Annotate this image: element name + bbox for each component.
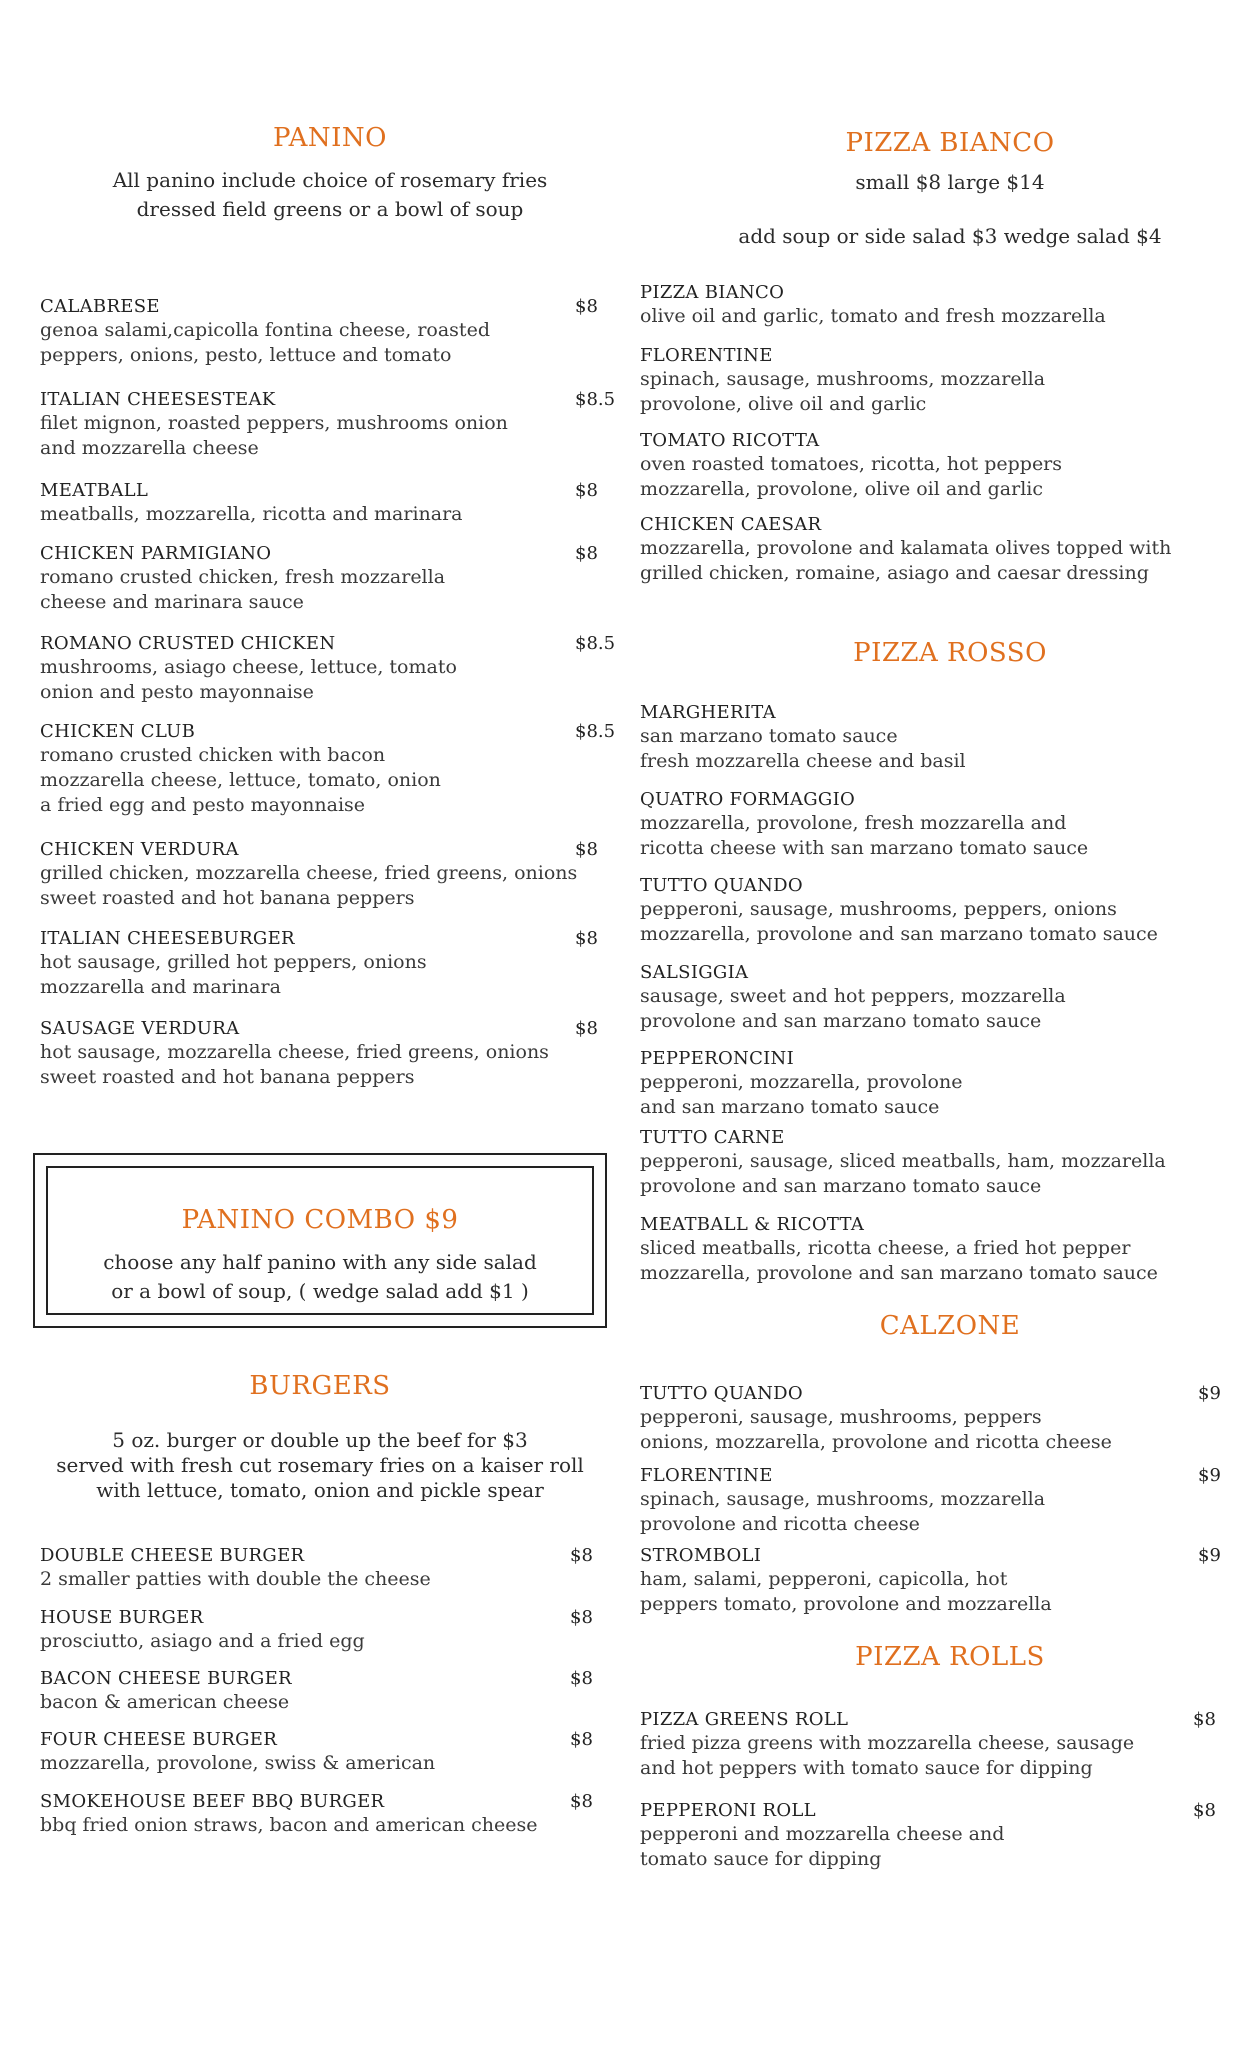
pizza-bianco-title: PIZZA BIANCO (845, 128, 1055, 158)
menu-item-description: mozzarella cheese, lettuce, tomato, onion (40, 769, 441, 791)
menu-item-name: BACON CHEESE BURGER (40, 1668, 292, 1689)
menu-item-description: 2 smaller patties with double the cheese (40, 1568, 431, 1590)
menu-item-description: mozzarella, provolone, swiss & american (40, 1752, 436, 1774)
menu-item (40, 928, 427, 1000)
menu-item-name: CHICKEN CAESAR (640, 514, 822, 535)
menu-item-price: $9 (1198, 1465, 1221, 1486)
menu-item-price: $8.5 (575, 721, 616, 742)
menu-item-price: $8.5 (575, 633, 616, 654)
burgers-title: BURGERS (249, 1371, 391, 1401)
burgers-intro-line-1: 5 oz. burger or double up the beef for $3 (112, 1428, 528, 1452)
menu-item-description: mozzarella, provolone and kalamata olives topped with (640, 537, 1172, 559)
menu-item (40, 1791, 538, 1838)
menu-item-price: $8 (570, 1668, 593, 1689)
menu-item-price: $8 (1193, 1709, 1216, 1730)
burgers-intro-line-3: with lettuce, tomato, onion and pickle spear (96, 1478, 544, 1502)
menu-item-name: PEPPERONCINI (640, 1048, 795, 1069)
menu-item (640, 282, 1106, 329)
menu-item-description: hot sausage, grilled hot peppers, onions (40, 951, 427, 973)
menu-item (40, 543, 445, 615)
menu-item (640, 1800, 1004, 1872)
menu-item (640, 702, 966, 774)
menu-item (40, 296, 490, 368)
combo-text (48, 1248, 592, 1306)
pizza-bianco-sizes: small $8 large $14 (855, 170, 1045, 194)
menu-item-name: ITALIAN CHEESEBURGER (40, 928, 295, 949)
menu-item-price: $8 (575, 480, 598, 501)
menu-item-name: MARGHERITA (640, 702, 776, 723)
menu-item-description: oven roasted tomatoes, ricotta, hot peppers (640, 453, 1063, 475)
menu-item-name: ROMANO CRUSTED CHICKEN (40, 633, 336, 654)
menu-item-name: CHICKEN VERDURA (40, 839, 239, 860)
menu-item-price: $8 (575, 839, 598, 860)
menu-item (640, 514, 1171, 586)
menu-item-price: $9 (1198, 1383, 1221, 1404)
menu-item-name: ITALIAN CHEESESTEAK (40, 389, 276, 410)
menu-item-description: mozzarella, provolone and san marzano tomato sauce (640, 923, 1158, 945)
menu-item-name: PIZZA GREENS ROLL (640, 1709, 849, 1730)
menu-item (640, 1383, 1112, 1455)
burgers-intro-line-2: served with fresh cut rosemary fries on a kaiser roll (56, 1453, 584, 1477)
menu-item (640, 430, 1062, 502)
menu-item-price: $8.5 (575, 389, 616, 410)
menu-item-price: $8 (570, 1791, 593, 1812)
menu-item-description: romano crusted chicken, fresh mozzarella (40, 566, 446, 588)
menu-item-description: pepperoni, sausage, mushrooms, peppers, onions (640, 898, 1117, 920)
menu-item-description: sweet roasted and hot banana peppers (40, 887, 415, 909)
menu-item-description: peppers, onions, pesto, lettuce and tomato (40, 344, 452, 366)
pizza-bianco-addons: add soup or side salad $3 wedge salad $4 (738, 224, 1162, 248)
combo-line-1: choose any half panino with any side salad (103, 1250, 537, 1274)
menu-item-price: $9 (1198, 1545, 1221, 1566)
menu-item-description: mozzarella, provolone, olive oil and garlic (640, 478, 1043, 500)
menu-item-description: fresh mozzarella cheese and basil (640, 750, 966, 772)
menu-item-description: pepperoni, sausage, sliced meatballs, ham, mozzarella (640, 1150, 1166, 1172)
menu-item (640, 1048, 962, 1120)
menu-item (40, 721, 441, 818)
menu-item-description: romano crusted chicken with bacon (40, 744, 386, 766)
menu-item-description: cheese and marinara sauce (40, 591, 304, 613)
menu-item-name: TOMATO RICOTTA (640, 430, 820, 451)
menu-item-name: CHICKEN PARMIGIANO (40, 543, 272, 564)
menu-item-description: spinach, sausage, mushrooms, mozzarella (640, 1488, 1046, 1510)
menu-item-description: onion and pesto mayonnaise (40, 681, 314, 703)
menu-item (640, 1465, 1045, 1537)
menu-item-name: PEPPERONI ROLL (640, 1800, 816, 1821)
menu-item-description: genoa salami,capicolla fontina cheese, roasted (40, 319, 490, 341)
panino-intro (80, 166, 580, 224)
combo-box (33, 1153, 607, 1328)
panino-title: PANINO (273, 123, 387, 153)
menu-item-description: provolone and san marzano tomato sauce (640, 1175, 1042, 1197)
menu-item-description: meatballs, mozzarella, ricotta and marinara (40, 503, 463, 525)
menu-item (640, 1214, 1158, 1286)
menu-item-description: spinach, sausage, mushrooms, mozzarella (640, 368, 1046, 390)
menu-item (640, 789, 1088, 861)
menu-item-description: olive oil and garlic, tomato and fresh mozzarella (640, 305, 1106, 327)
menu-item (640, 962, 1066, 1034)
menu-item-price: $8 (575, 543, 598, 564)
menu-item-description: a fried egg and pesto mayonnaise (40, 794, 366, 816)
menu-item-description: and hot peppers with tomato sauce for dipping (640, 1757, 1093, 1779)
menu-item-description: bbq fried onion straws, bacon and american cheese (40, 1814, 538, 1836)
menu-item-description: mozzarella and marinara (40, 976, 281, 998)
pizza-rosso-title: PIZZA ROSSO (853, 638, 1047, 668)
menu-item-price: $8 (575, 928, 598, 949)
menu-item-description: sliced meatballs, ricotta cheese, a fried hot pepper (640, 1237, 1131, 1259)
menu-item-name: SALSIGGIA (640, 962, 749, 983)
menu-item-description: grilled chicken, mozzarella cheese, fried greens, onions (40, 862, 578, 884)
menu-item (640, 345, 1045, 417)
menu-item-name: TUTTO CARNE (640, 1127, 785, 1148)
menu-item-description: mozzarella, provolone, fresh mozzarella and (640, 812, 1067, 834)
menu-item (40, 389, 508, 461)
menu-item-description: peppers tomato, provolone and mozzarella (640, 1593, 1052, 1615)
menu-item-name: CHICKEN CLUB (40, 721, 196, 742)
menu-item-description: pepperoni, sausage, mushrooms, peppers (640, 1406, 1042, 1428)
pizza-rolls-title: PIZZA ROLLS (855, 1642, 1045, 1672)
menu-item-description: onions, mozzarella, provolone and ricotta cheese (640, 1431, 1112, 1453)
menu-item-description: pepperoni, mozzarella, provolone (640, 1071, 963, 1093)
menu-item-name: FLORENTINE (640, 345, 773, 366)
menu-item (40, 839, 577, 911)
menu-item-name: STROMBOLI (640, 1545, 762, 1566)
menu-item-name: DOUBLE CHEESE BURGER (40, 1545, 305, 1566)
menu-item-name: HOUSE BURGER (40, 1607, 204, 1628)
menu-item-price: $8 (570, 1607, 593, 1628)
menu-item (640, 1127, 1166, 1199)
menu-item-name: SAUSAGE VERDURA (40, 1018, 240, 1039)
calzone-title: CALZONE (879, 1311, 1021, 1341)
menu-item (40, 633, 457, 705)
menu-item-name: PIZZA BIANCO (640, 282, 785, 303)
menu-item-name: FLORENTINE (640, 1465, 773, 1486)
menu-item-description: bacon & american cheese (40, 1691, 290, 1713)
menu-item-description: and san marzano tomato sauce (640, 1096, 940, 1118)
burgers-intro (40, 1428, 600, 1503)
menu-item-name: QUATRO FORMAGGIO (640, 789, 856, 810)
menu-item-description: hot sausage, mozzarella cheese, fried greens, onions (40, 1041, 549, 1063)
menu-item-description: mushrooms, asiago cheese, lettuce, tomato (40, 656, 457, 678)
menu-item-name: TUTTO QUANDO (640, 875, 803, 896)
menu-item (40, 1018, 549, 1090)
menu-item-description: mozzarella, provolone and san marzano tomato sauce (640, 1262, 1158, 1284)
menu-item (40, 480, 463, 527)
menu-item-description: provolone, olive oil and garlic (640, 393, 927, 415)
menu-item-name: TUTTO QUANDO (640, 1383, 803, 1404)
menu-item-description: san marzano tomato sauce (640, 725, 898, 747)
menu-item-description: tomato sauce for dipping (640, 1848, 882, 1870)
menu-item-description: grilled chicken, romaine, asiago and caesar dressing (640, 562, 1149, 584)
menu-item (40, 1545, 431, 1592)
menu-item-description: prosciutto, asiago and a fried egg (40, 1630, 365, 1652)
menu-item-description: filet mignon, roasted peppers, mushrooms onion (40, 412, 508, 434)
menu-item-price: $8 (1193, 1800, 1216, 1821)
menu-item (640, 1709, 1134, 1781)
menu-item (640, 1545, 1052, 1617)
panino-intro-line-2: dressed field greens or a bowl of soup (136, 197, 524, 221)
menu-item-name: MEATBALL & RICOTTA (640, 1214, 865, 1235)
menu-item-description: ricotta cheese with san marzano tomato sauce (640, 837, 1089, 859)
menu-item-description: pepperoni and mozzarella cheese and (640, 1823, 1005, 1845)
menu-item-description: provolone and san marzano tomato sauce (640, 1010, 1042, 1032)
menu-item-price: $8 (575, 296, 598, 317)
menu-item-name: SMOKEHOUSE BEEF BBQ BURGER (40, 1791, 385, 1812)
menu-item (40, 1729, 435, 1776)
menu-item-price: $8 (575, 1018, 598, 1039)
menu-item-description: ham, salami, pepperoni, capicolla, hot (640, 1568, 1008, 1590)
menu-item-name: MEATBALL (40, 480, 149, 501)
menu-item-description: provolone and ricotta cheese (640, 1513, 920, 1535)
combo-box-inner (46, 1166, 594, 1315)
menu-item-description: sausage, sweet and hot peppers, mozzarella (640, 985, 1066, 1007)
menu-item-description: sweet roasted and hot banana peppers (40, 1066, 415, 1088)
menu-item (40, 1668, 292, 1715)
menu-item (640, 875, 1158, 947)
menu-item-name: FOUR CHEESE BURGER (40, 1729, 278, 1750)
menu-item (40, 1607, 365, 1654)
combo-title: PANINO COMBO $9 (181, 1205, 459, 1235)
menu-item-price: $8 (570, 1729, 593, 1750)
menu-item-description: fried pizza greens with mozzarella cheese, sausage (640, 1732, 1135, 1754)
panino-intro-line-1: All panino include choice of rosemary fries (112, 168, 548, 192)
menu-item-name: CALABRESE (40, 296, 160, 317)
combo-line-2: or a bowl of soup, ( wedge salad add $1 ) (111, 1279, 529, 1303)
menu-item-price: $8 (570, 1545, 593, 1566)
menu-item-description: and mozzarella cheese (40, 437, 259, 459)
